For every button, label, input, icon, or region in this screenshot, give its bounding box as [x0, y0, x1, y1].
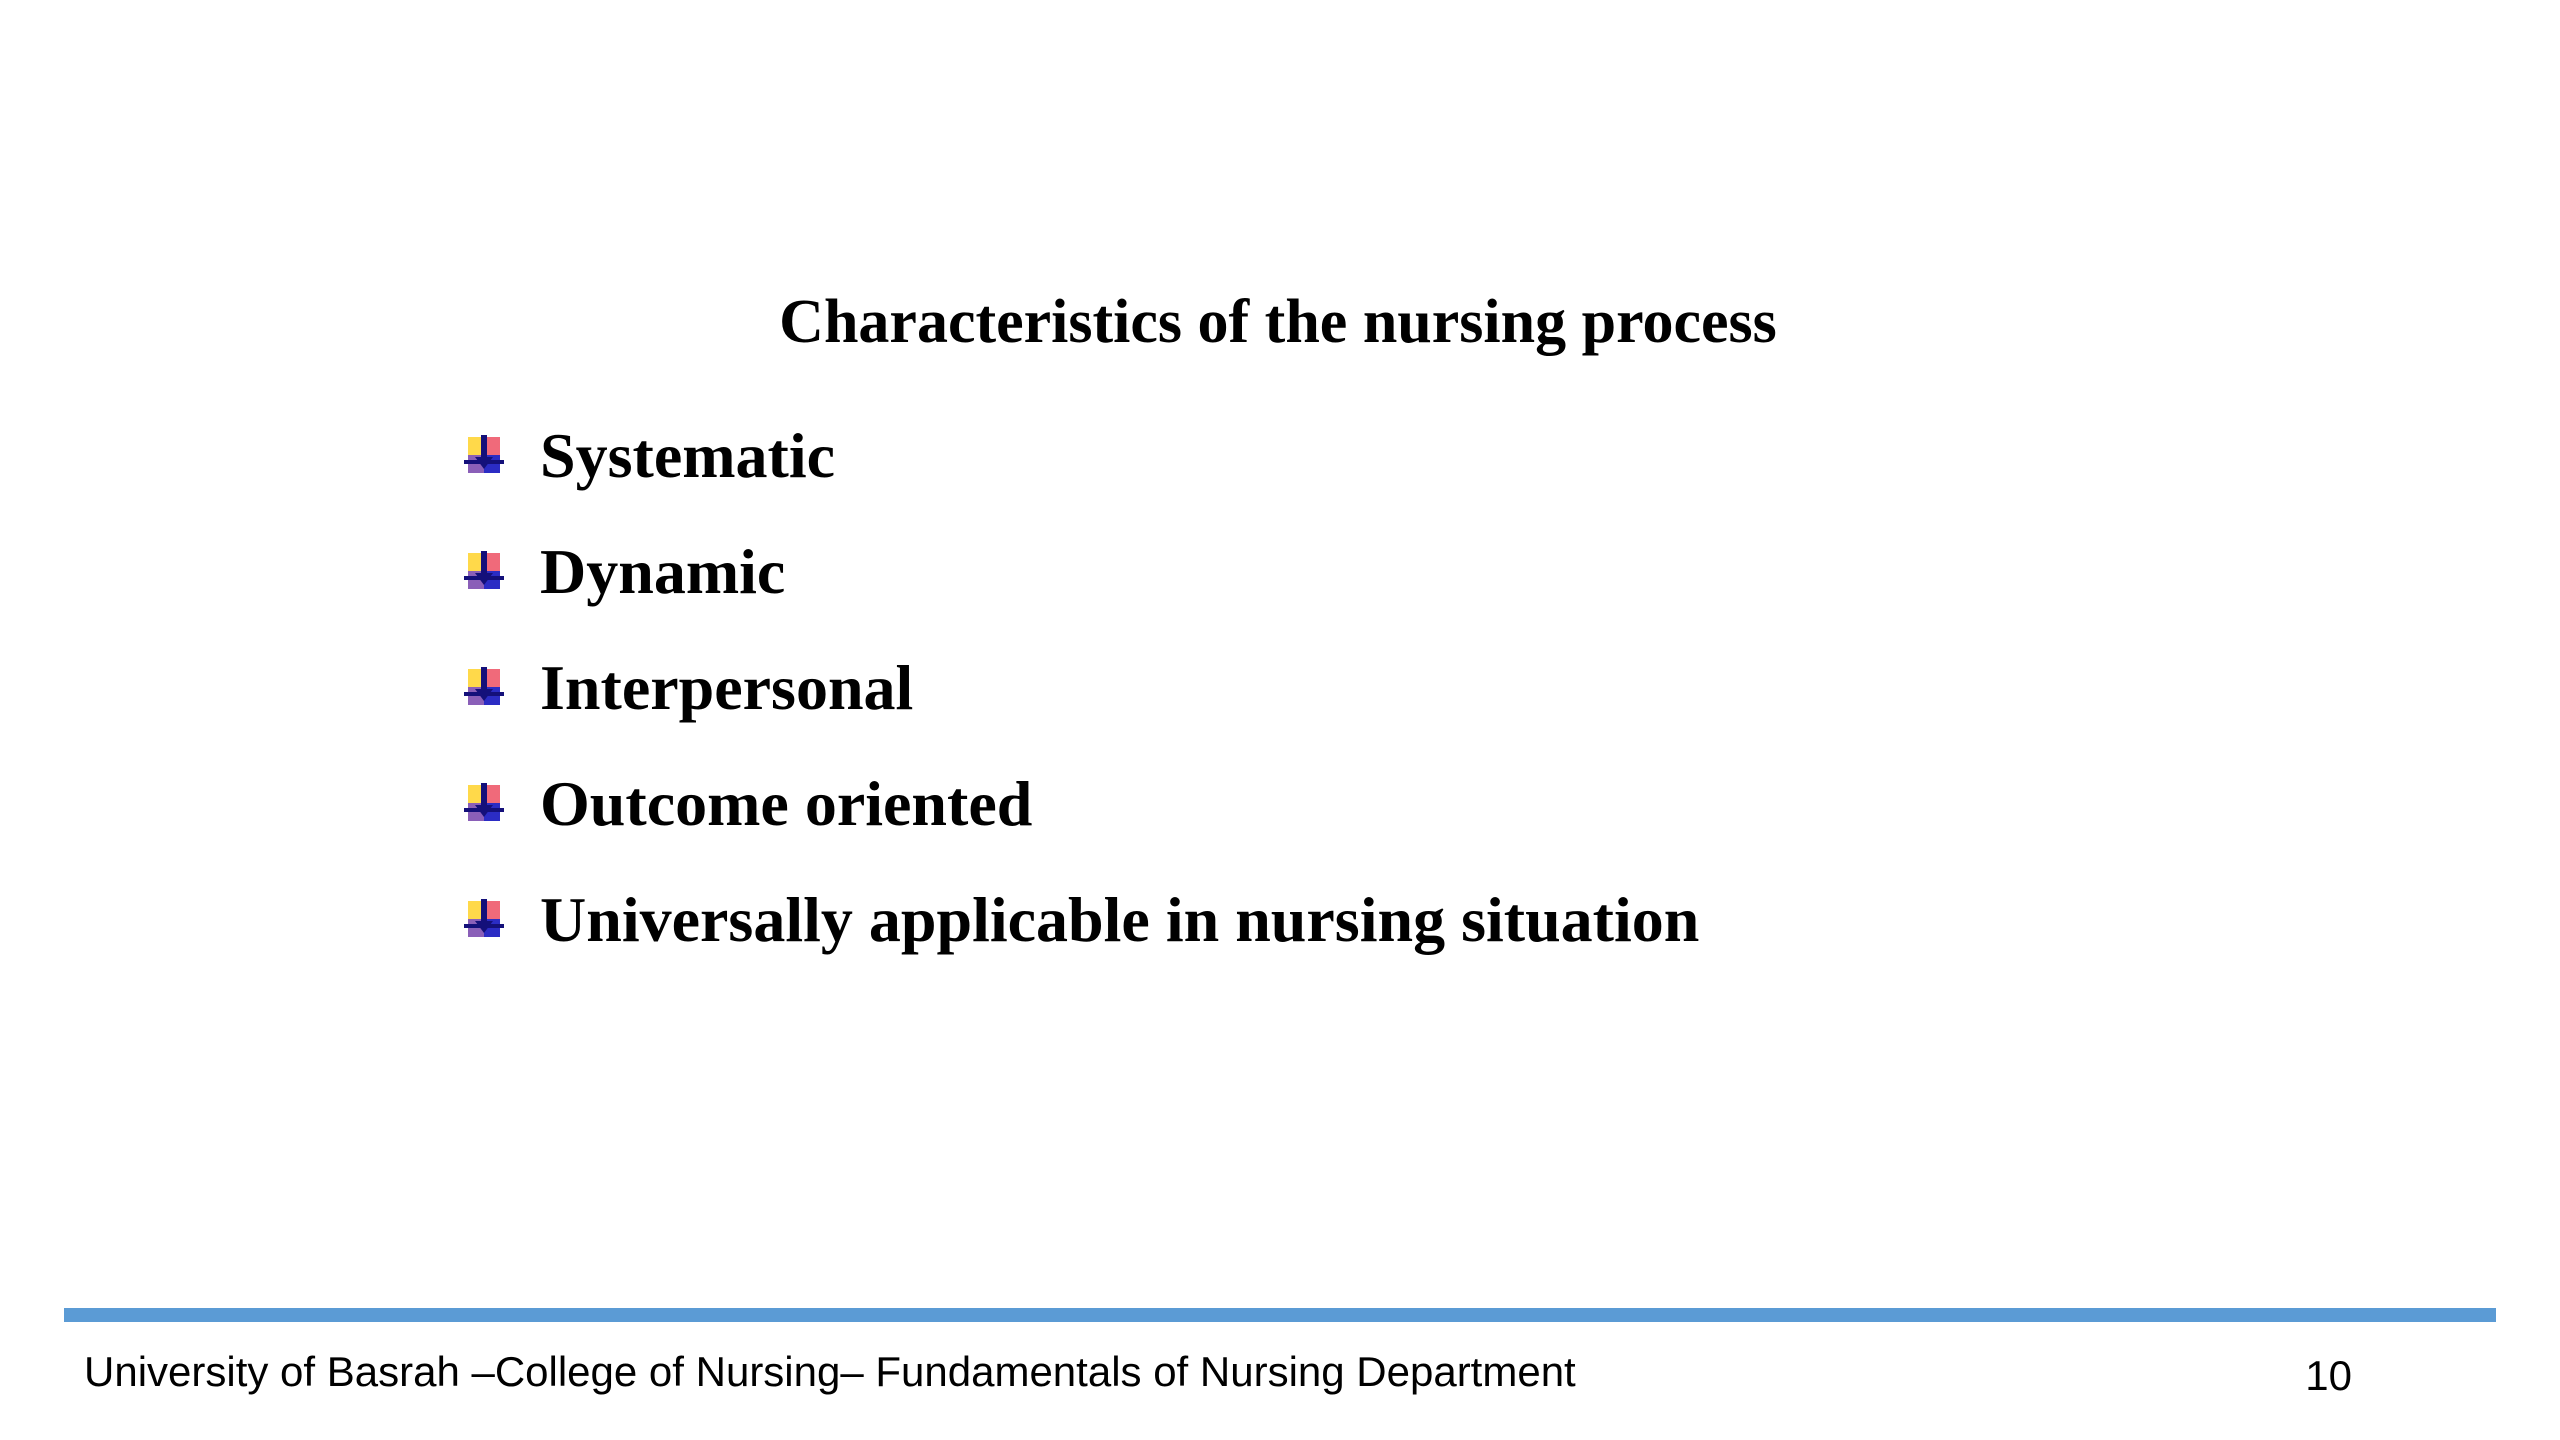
- list-item-label: Dynamic: [540, 536, 786, 607]
- slide-title: [0, 284, 2560, 360]
- list-item: [462, 862, 1699, 978]
- list-item: [462, 630, 1699, 746]
- list-item-label: Outcome oriented: [540, 768, 1033, 839]
- page-number: 10: [2305, 1352, 2352, 1399]
- four-square-arrow-bullet-icon: [462, 897, 506, 943]
- four-square-arrow-bullet-icon: [462, 665, 506, 711]
- footer-institution-text: University of Basrah –College of Nursing– Fundamentals of Nursing Department: [84, 1348, 1576, 1395]
- list-item: [462, 398, 1699, 514]
- list-item: [462, 514, 1699, 630]
- characteristics-list: [462, 398, 1699, 978]
- four-square-arrow-bullet-icon: [462, 781, 506, 827]
- footer-divider: [64, 1308, 2496, 1322]
- list-item-label: Interpersonal: [540, 652, 914, 723]
- slide-title-text: Characteristics of the nursing process: [779, 288, 1777, 356]
- four-square-arrow-bullet-icon: [462, 433, 506, 479]
- four-square-arrow-bullet-icon: [462, 549, 506, 595]
- list-item-label: Universally applicable in nursing situation: [540, 884, 1700, 955]
- list-item: [462, 746, 1699, 862]
- list-item-label: Systematic: [540, 420, 836, 491]
